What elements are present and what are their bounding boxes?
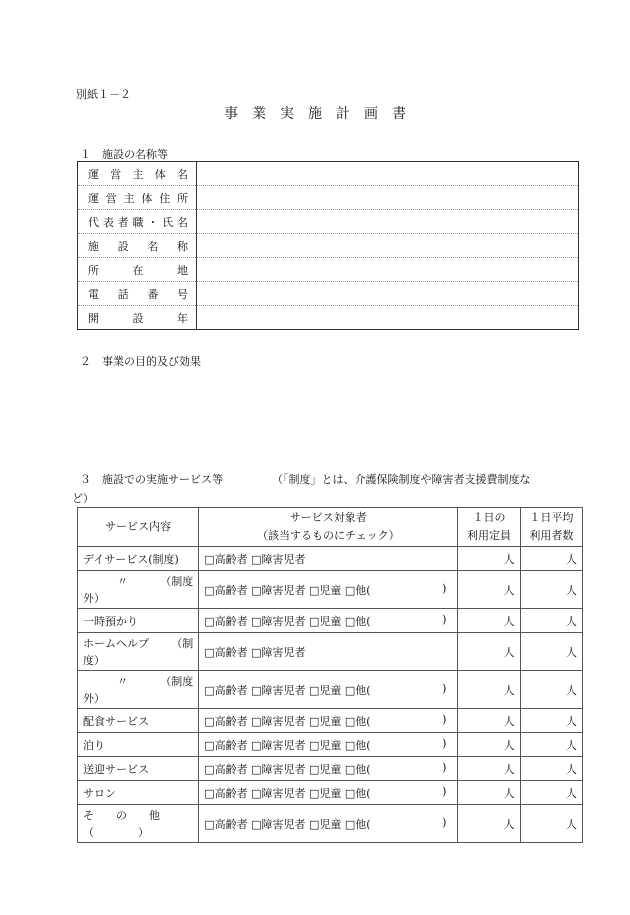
service-target-checkboxes[interactable] [199,781,458,805]
capacity-cell[interactable]: 人 [458,633,520,671]
checkbox-line[interactable] [204,644,452,660]
average-users-cell[interactable]: 人 [520,571,582,609]
average-users-cell[interactable]: 人 [520,757,582,781]
facility-row-label [78,162,197,186]
facility-row [78,162,579,186]
header-target [199,508,458,547]
header-average-line2: 利用者数 [529,529,574,542]
checkbox-options[interactable]: □高齢者 □障害児者 □児童 □他( [204,786,371,800]
checkbox-options[interactable]: □高齢者 □障害児者 □児童 □他( [204,738,371,752]
service-row [78,781,583,805]
service-row [78,609,583,633]
service-name: サロン [78,781,199,805]
service-target-checkboxes[interactable] [199,805,458,843]
facility-row-value[interactable] [197,186,579,210]
checkbox-options[interactable]: □高齢者 □障害児者 □児童 □他( [204,583,371,597]
service-name-line1 [83,807,193,824]
service-target-checkboxes[interactable] [199,633,458,671]
label-char: 氏 [162,215,174,229]
label-char: ・ [147,215,159,229]
label-char: 運 [88,167,99,181]
facility-row-label [78,186,197,210]
facility-row-value[interactable] [197,162,579,186]
checkbox-line[interactable] [204,551,452,567]
page-title: 事業実施計画書 [224,106,420,122]
service-name-block [83,573,193,607]
label-char: 体 [154,167,166,181]
label-char: 運 [88,191,99,205]
close-paren: ) [442,736,447,750]
service-target-checkboxes[interactable] [199,571,458,609]
facility-row-value[interactable] [197,234,579,258]
close-paren: ) [442,815,447,829]
label-char: 電 [88,287,99,301]
facility-row-value[interactable] [197,306,579,330]
section-3-heading: ３ 施設での実施サービス等 [80,473,223,486]
service-name-line2: 外） [83,691,105,705]
checkbox-line[interactable] [204,582,452,598]
header-capacity [458,508,520,547]
label-char: 職 [132,215,144,229]
label-char: 住 [159,191,171,205]
capacity-cell[interactable]: 人 [458,709,520,733]
service-name-line2: 度） [83,653,105,667]
service-row [78,571,583,609]
checkbox-options[interactable]: □高齢者 □障害児者 [204,645,306,659]
checkbox-line[interactable] [204,713,452,729]
service-row [78,671,583,709]
header-capacity-line2: 利用定員 [467,529,511,542]
facility-row-label [78,210,197,234]
facility-row [78,186,579,210]
label-char: 地 [177,263,188,277]
label-char: 主 [123,191,135,205]
label-char: 名 [176,215,188,229]
service-name [78,805,199,843]
service-name-part: （制度 [160,674,194,688]
service-name-line1 [83,635,193,652]
service-name: デイサービス(制度) [78,547,199,571]
service-name-block [83,673,193,707]
close-paren: ) [442,784,447,798]
facility-row-label-text [78,262,196,278]
checkbox-line[interactable] [204,816,452,832]
service-name-part: 〃 [117,674,128,688]
capacity-cell[interactable]: 人 [458,609,520,633]
average-users-cell[interactable]: 人 [520,781,582,805]
label-char: 名 [177,167,188,181]
label-char: 営 [105,191,117,205]
facility-row-value[interactable] [197,282,579,306]
facility-row-value[interactable] [197,258,579,282]
capacity-cell[interactable]: 人 [458,757,520,781]
close-paren: ) [442,760,447,774]
facility-row-label-text [78,190,196,206]
checkbox-options[interactable]: □高齢者 □障害児者 □児童 □他( [204,817,371,831]
service-name [78,571,199,609]
close-paren: ) [442,681,447,695]
service-name-block [83,635,193,669]
services-table [77,507,583,843]
average-users-cell[interactable]: 人 [520,609,582,633]
facility-row-label-text [78,214,196,230]
service-name-block [83,807,193,841]
capacity-cell[interactable]: 人 [458,733,520,757]
capacity-cell[interactable]: 人 [458,781,520,805]
label-char: 所 [176,191,188,205]
service-target-checkboxes[interactable] [199,757,458,781]
label-char: 話 [117,287,129,301]
checkbox-options[interactable]: □高齢者 □障害児者 □児童 □他( [204,683,371,697]
label-char: 番 [147,287,159,301]
label-char: 所 [88,263,99,277]
service-name: 一時預かり [78,609,199,633]
average-users-cell[interactable]: 人 [520,709,582,733]
label-char: 称 [176,239,188,253]
facility-row [78,210,579,234]
service-target-checkboxes[interactable] [199,671,458,709]
facility-info-table [77,161,579,330]
label-char: 主 [132,167,144,181]
average-users-cell[interactable]: 人 [520,671,582,709]
section-1-heading: １ 施設の名称等 [80,148,168,161]
section-3-note: （「制度」とは、介護保険制度や障害者支援費制度な [272,473,531,486]
capacity-cell[interactable]: 人 [458,547,520,571]
checkbox-line[interactable] [204,785,452,801]
service-target-checkboxes[interactable] [199,547,458,571]
label-char: 代 [88,215,99,229]
facility-row-value[interactable] [197,210,579,234]
service-name-part: （制度 [160,574,194,588]
label-char: 施 [88,239,99,253]
capacity-cell[interactable]: 人 [458,571,520,609]
service-row [78,733,583,757]
facility-row [78,306,579,330]
service-target-checkboxes[interactable] [199,609,458,633]
facility-row-label-text [78,310,196,326]
label-char: 者 [117,215,129,229]
checkbox-options[interactable]: □高齢者 □障害児者 [204,552,306,566]
service-name [78,671,199,709]
checkbox-line[interactable] [204,761,452,777]
service-name-part: 〃 [117,574,128,588]
service-name: 泊り [78,733,199,757]
average-users-cell[interactable]: 人 [520,805,582,843]
checkbox-line[interactable] [204,737,452,753]
service-name-line2: 外） [83,591,105,605]
label-char: 表 [102,215,114,229]
service-name: 配食サービス [78,709,199,733]
service-target-checkboxes[interactable] [199,733,458,757]
service-name: 送迎サービス [78,757,199,781]
service-name-part: ホームヘルプ [83,636,149,650]
facility-row-label [78,306,197,330]
label-char: 設 [132,311,144,325]
service-row [78,757,583,781]
header-service: サービス内容 [78,508,199,547]
service-row [78,805,583,843]
label-char: 開 [88,311,99,325]
checkbox-options[interactable]: □高齢者 □障害児者 □児童 □他( [204,762,371,776]
capacity-cell[interactable]: 人 [458,805,520,843]
label-char: 年 [177,311,188,325]
close-paren: ) [442,712,447,726]
service-row [78,709,583,733]
average-users-cell[interactable]: 人 [520,547,582,571]
facility-row [78,282,579,306]
label-char: 在 [132,263,144,277]
service-name-line2: （ ） [83,825,149,839]
service-target-checkboxes[interactable] [199,709,458,733]
facility-row-label-text [78,286,196,302]
header-capacity-line1: １日の [472,511,506,524]
appendix-label: 別紙１－２ [76,88,131,101]
capacity-cell[interactable]: 人 [458,671,520,709]
facility-row [78,234,579,258]
facility-row-label-text [78,238,196,254]
services-table-header [78,508,583,547]
section-3-note-wrap: ど） [72,492,94,505]
facility-row-label [78,258,197,282]
section-2-heading: ２ 事業の目的及び効果 [80,355,201,368]
label-char: 名 [147,239,159,253]
label-char: 営 [110,167,122,181]
facility-row-label [78,234,197,258]
label-char: 体 [141,191,153,205]
checkbox-line[interactable] [204,682,452,698]
header-target-line2: （該当するものにチェック） [256,529,400,542]
service-name-part: （制 [171,636,194,650]
close-paren: ) [442,581,447,595]
service-row [78,547,583,571]
service-name [78,633,199,671]
service-name-line1 [83,573,193,590]
header-target-line1: サービス対象者 [289,511,367,524]
label-char: 設 [117,239,129,253]
checkbox-line[interactable] [204,613,452,629]
facility-row [78,258,579,282]
header-average [520,508,582,547]
label-char: 号 [176,287,188,301]
service-name-part: そ の 他 [83,808,160,822]
service-name-line1 [83,673,193,690]
close-paren: ) [442,612,447,626]
average-users-cell[interactable]: 人 [520,633,582,671]
service-row [78,633,583,671]
facility-row-label [78,282,197,306]
checkbox-options[interactable]: □高齢者 □障害児者 □児童 □他( [204,714,371,728]
facility-row-label-text [78,166,196,182]
checkbox-options[interactable]: □高齢者 □障害児者 □児童 □他( [204,614,371,628]
average-users-cell[interactable]: 人 [520,733,582,757]
header-average-line1: １日平均 [529,511,574,524]
